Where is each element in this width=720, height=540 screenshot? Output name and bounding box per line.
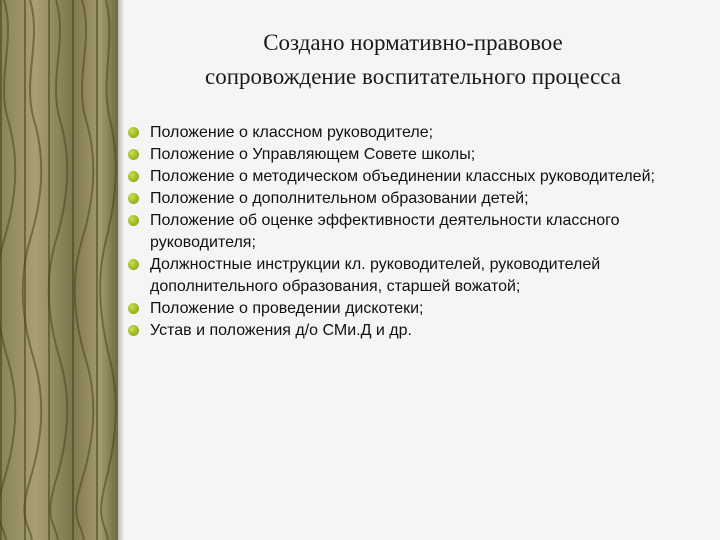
decorative-border (0, 0, 118, 540)
bullet-dot-icon (128, 325, 139, 336)
bullet-text: Положение о Управляющем Совете школы; (150, 146, 476, 163)
title-line-2: сопровождение воспитательного процесса (204, 64, 622, 89)
bullet-item (128, 254, 698, 298)
bullet-item (128, 166, 698, 188)
bullet-dot-icon (128, 259, 139, 270)
bullet-text: Должностные инструкции кл. руководителей, руководителей дополнительного образования, старшей вожатой; (150, 256, 601, 295)
bullet-item (128, 122, 698, 144)
bullet-dot-icon (128, 303, 139, 314)
title-line-1: Создано нормативно-правовое (263, 30, 563, 55)
bullet-item (128, 144, 698, 166)
bullet-dot-icon (128, 171, 139, 182)
bullet-dot-icon (128, 127, 139, 138)
border-edge (118, 0, 124, 540)
bullet-text: Положение о дополнительном образовании детей; (150, 190, 529, 207)
bullet-item (128, 320, 698, 342)
bullet-text: Положение об оценке эффективности деятельности классного руководителя; (150, 212, 620, 251)
bullet-list (128, 122, 698, 342)
bullet-dot-icon (128, 149, 139, 160)
bullet-item (128, 210, 698, 254)
bullet-text: Положение о методическом объединении классных руководителей; (150, 168, 655, 185)
bullet-text: Устав и положения д/о СМи.Д и др. (150, 322, 412, 339)
bullet-text: Положение о проведении дискотеки; (150, 300, 424, 317)
bullet-dot-icon (128, 215, 139, 226)
slide-title (128, 26, 698, 94)
bullet-dot-icon (128, 193, 139, 204)
bullet-text: Положение о классном руководителе; (150, 124, 434, 141)
border-pattern (0, 0, 118, 540)
bullet-item (128, 188, 698, 210)
bullet-item (128, 298, 698, 320)
